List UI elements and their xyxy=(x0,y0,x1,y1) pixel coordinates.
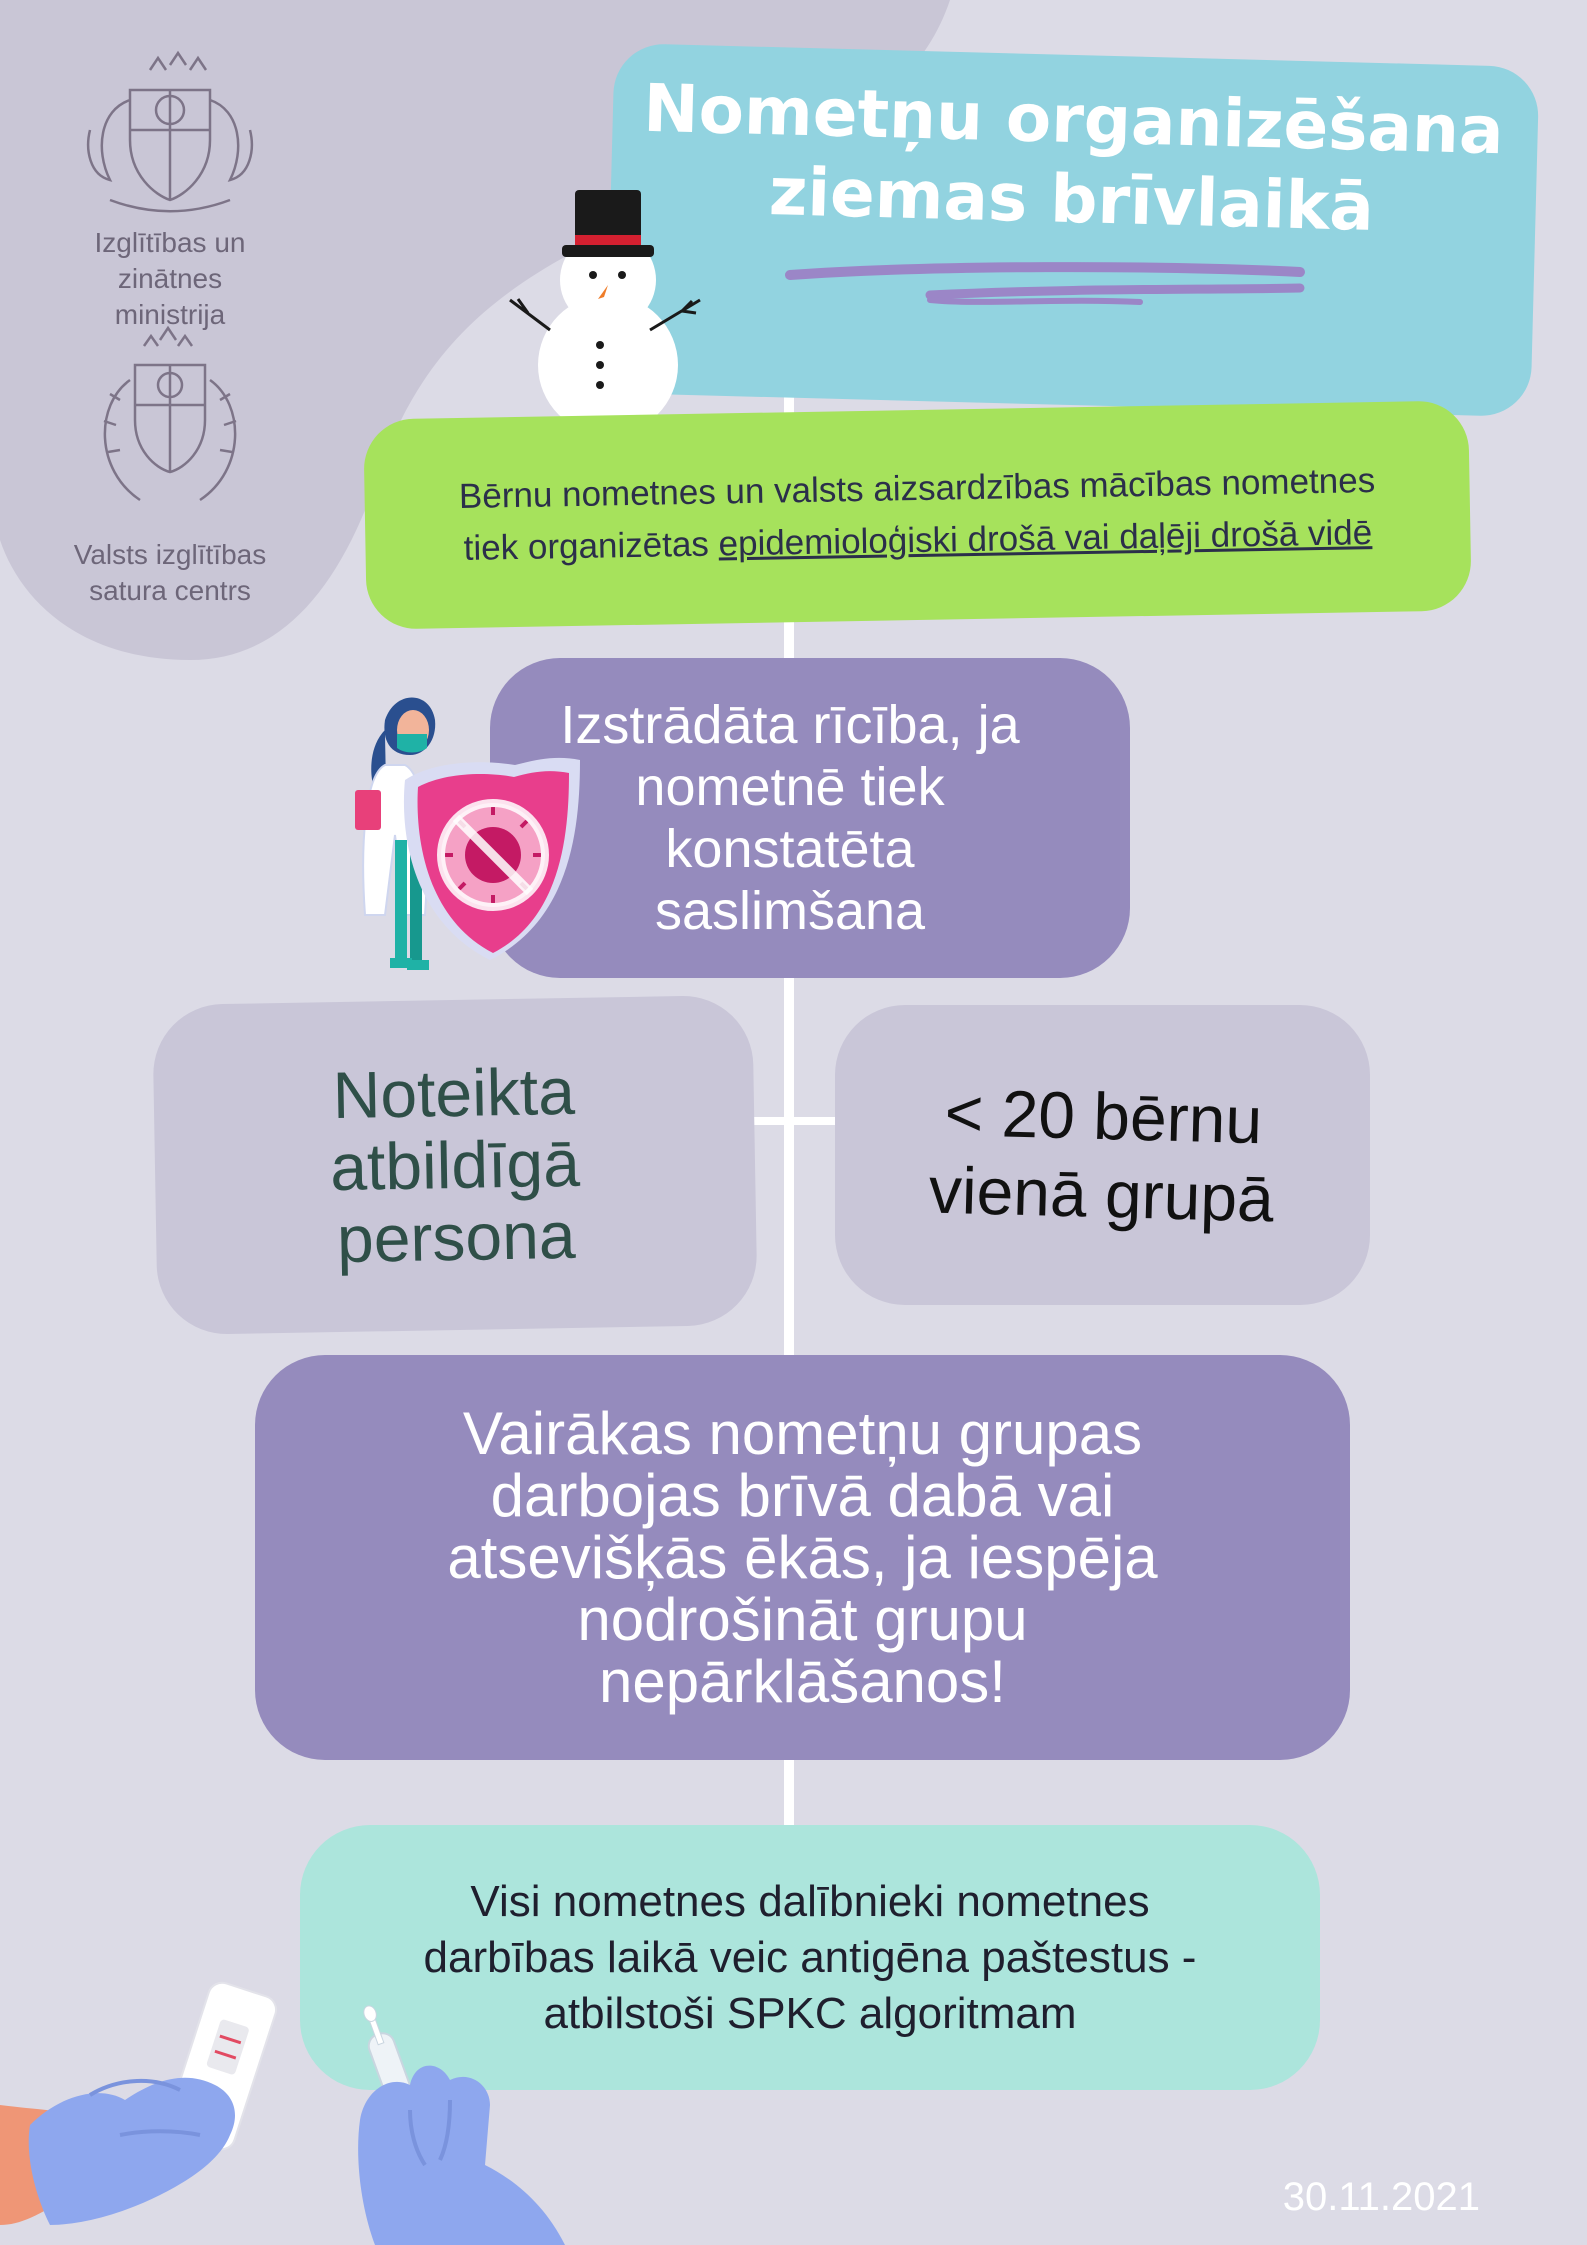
separate-groups-line-4: nodrošināt grupu xyxy=(577,1585,1028,1653)
responsible-person-line-2: atbildīgā xyxy=(329,1125,581,1205)
action-text-line-3: konstatēta xyxy=(665,819,915,879)
centre-logo xyxy=(50,320,290,610)
responsible-person-text xyxy=(328,1055,581,1275)
ministry-name-line-1: Izglītības un zinātnes xyxy=(94,227,246,294)
coat-of-arms-wreath-icon xyxy=(50,320,290,520)
separate-groups-line-1: Vairākas nometņu grupas xyxy=(462,1399,1143,1467)
page-title-line-2: ziemas brīvlaikā xyxy=(768,153,1375,246)
centre-name-line-1: Valsts izglītības xyxy=(73,539,267,570)
separate-groups-line-2: darbojas brīvā dabā vai xyxy=(490,1461,1115,1529)
timeline-branch xyxy=(740,1117,840,1125)
responsible-person-card xyxy=(152,995,758,1335)
intro-card xyxy=(363,400,1471,629)
centre-name-line-2: satura centrs xyxy=(89,575,251,606)
separate-groups-line-5: nepārklāšanos! xyxy=(599,1647,1006,1715)
group-size-card xyxy=(835,1005,1370,1305)
action-text xyxy=(560,694,1019,942)
centre-name xyxy=(50,537,290,609)
snowman-icon xyxy=(500,180,730,430)
intro-highlight-link[interactable]: epidemioloģiski drošā vai daļēji drošā vidē xyxy=(718,513,1373,564)
intro-lead: Bērnu nometnes un valsts aizsardzības mācības nometnes tiek organizētas xyxy=(458,461,1376,568)
ministry-logo xyxy=(50,40,290,330)
testing-line-3: atbilstoši SPKC algoritmam xyxy=(543,1988,1077,2038)
ministry-name xyxy=(50,225,290,333)
responsible-person-line-3: persona xyxy=(336,1197,577,1277)
coat-of-arms-icon xyxy=(50,40,290,220)
separate-groups-card xyxy=(255,1355,1350,1760)
action-text-line-2: nometnē tiek xyxy=(635,757,945,817)
page-title-line-1: Nometņu organizēšana xyxy=(642,69,1505,170)
group-size-line-1: < 20 bērnu xyxy=(943,1074,1264,1158)
action-text-line-4: saslimšana xyxy=(654,881,926,941)
hand-swab-icon xyxy=(340,2000,580,2245)
hand-test-cassette-icon xyxy=(0,1975,300,2245)
intro-text xyxy=(437,455,1399,576)
group-size-text xyxy=(928,1073,1277,1238)
action-text-line-1: Izstrādāta rīcība, ja xyxy=(560,695,1020,755)
testing-line-2: darbības laikā veic antigēna paštestus - xyxy=(423,1932,1197,1982)
group-size-line-2: vienā grupā xyxy=(928,1152,1275,1236)
separate-groups-text xyxy=(447,1399,1158,1715)
publication-date: 30.11.2021 xyxy=(1282,2175,1480,2219)
testing-line-1: Visi nometnes dalībnieki nometnes xyxy=(470,1876,1150,1926)
brush-underline xyxy=(780,260,1320,330)
responsible-person-line-1: Noteikta xyxy=(332,1053,576,1133)
doctor-shield-illustration xyxy=(315,690,595,1010)
ministry-name-line-2: ministrija xyxy=(114,299,226,330)
page-title xyxy=(608,48,1538,272)
separate-groups-line-3: atsevišķās ēkās, ja iespēja xyxy=(447,1523,1158,1591)
